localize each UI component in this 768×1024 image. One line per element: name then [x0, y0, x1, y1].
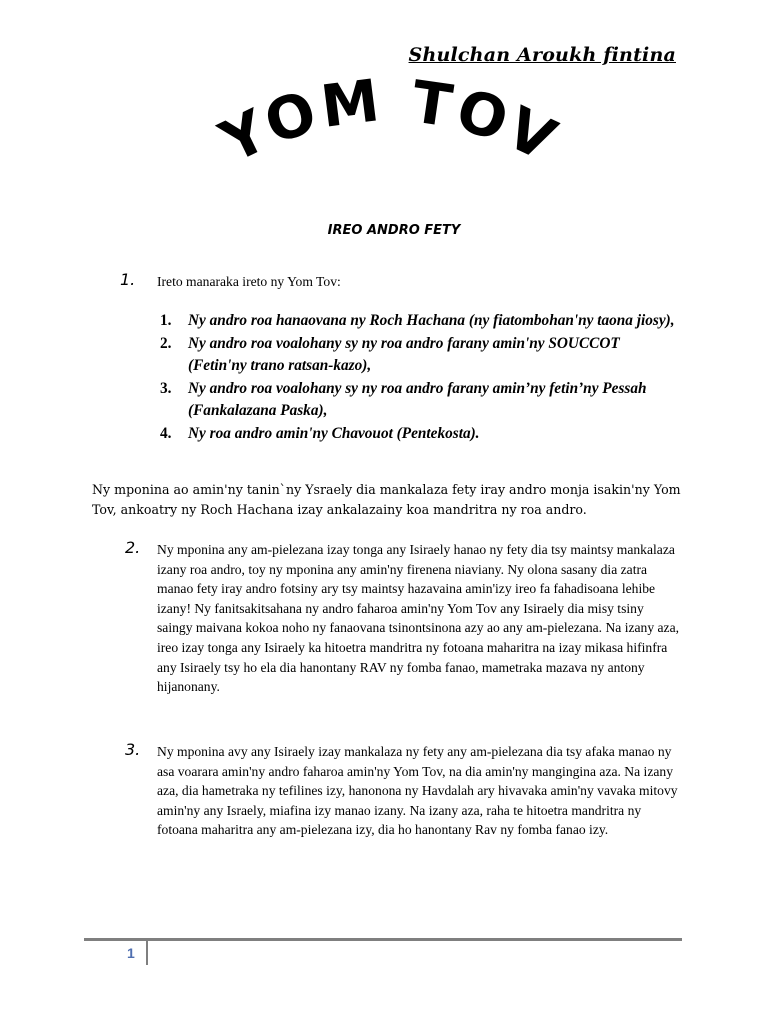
footer-separator — [146, 941, 148, 965]
section-number-2: 2. — [125, 538, 141, 557]
list-item: 4. Ny roa andro amin'ny Chavouot (Pentekosta). — [160, 424, 480, 442]
main-title-arc — [180, 60, 600, 190]
section-3-paragraph: Ny mponina avy any Isiraely izay mankalaza ny fety any am-pielezana dia tsy afaka manao ny asa voarara amin'ny andro faharoa amin'ny Yom Tov, na dia amin'ny mangingina aza. Na izany aza, dia hametraka ny tefilines izy, hanonona ny Havdalah ary hivavaka amin'ny vavaka mitovy amin'ny any Israely, miafina izy manao izany. Na izany aza, raha te hitoetra mandritra ny fotoana maharitra any am-pielezana izy, dia ho hanontany Rav ny fomba fanao izy. — [157, 744, 678, 838]
list-item: 1. Ny andro roa hanaovana ny Roch Hachana (ny fiatombohan'ny taona jiosy), — [160, 312, 675, 329]
footer-divider — [84, 938, 682, 941]
yom-tov-list — [160, 310, 680, 445]
document-header-title: Shulchan Aroukh fintina — [408, 44, 676, 66]
section-subtitle: IREO ANDRO FETY — [327, 223, 461, 238]
section-2-paragraph: Ny mponina any am-pielezana izay tonga any Isiraely hanao ny fety dia tsy maintsy mankalaza izany roa andro, toy ny mponina any amin'ny firenena niaviany. Ny olona sasany dia zatra manao fety iray andro fotsiny ary tsy maintsy hazavaina amin'izy ireo fa fahadisoana lehibe izany! Ny fanitsakitsahana ny andro faharoa amin'ny Yom Tov any Isiraely dia misy tsiny saingy maivana kokoa noho ny fanaovana tsinontsinona azy ao any am-pielezana. Na izany aza, ireo izay tonga any Isiraely ka hitoetra mandritra ny fotoana maharitra na izay mikasa hifinfra any Isiraely tsy ho ela dia hanontany RAV ny fomba fanao, mametraka mazava ny antony hijanonany. — [157, 542, 680, 695]
intro-paragraph: Ny mponina ao amin'ny tanin`ny Ysraely dia mankalaza fety iray andro monja isakin'ny Yom Tov, ankoatry ny Roch Hachana izay ankalazainy koa mandritra ny roa andro. — [92, 482, 681, 517]
section-1-intro: Ireto manaraka ireto ny Yom Tov: — [157, 274, 341, 289]
section-number-3: 3. — [125, 740, 141, 759]
section-number-1: 1. — [120, 270, 136, 289]
page-number: 1 — [127, 945, 135, 961]
main-title: YOM TOV — [210, 65, 570, 177]
list-item: 2. Ny andro roa voalohany sy ny roa andro farany amin'ny SOUCCOT (Fetin'ny trano ratsan-kazo), — [160, 334, 620, 374]
list-item: 3. Ny andro roa voalohany sy ny roa andro farany amin’ny fetin’ny Pessah (Fankalazana Paska), — [160, 379, 647, 419]
